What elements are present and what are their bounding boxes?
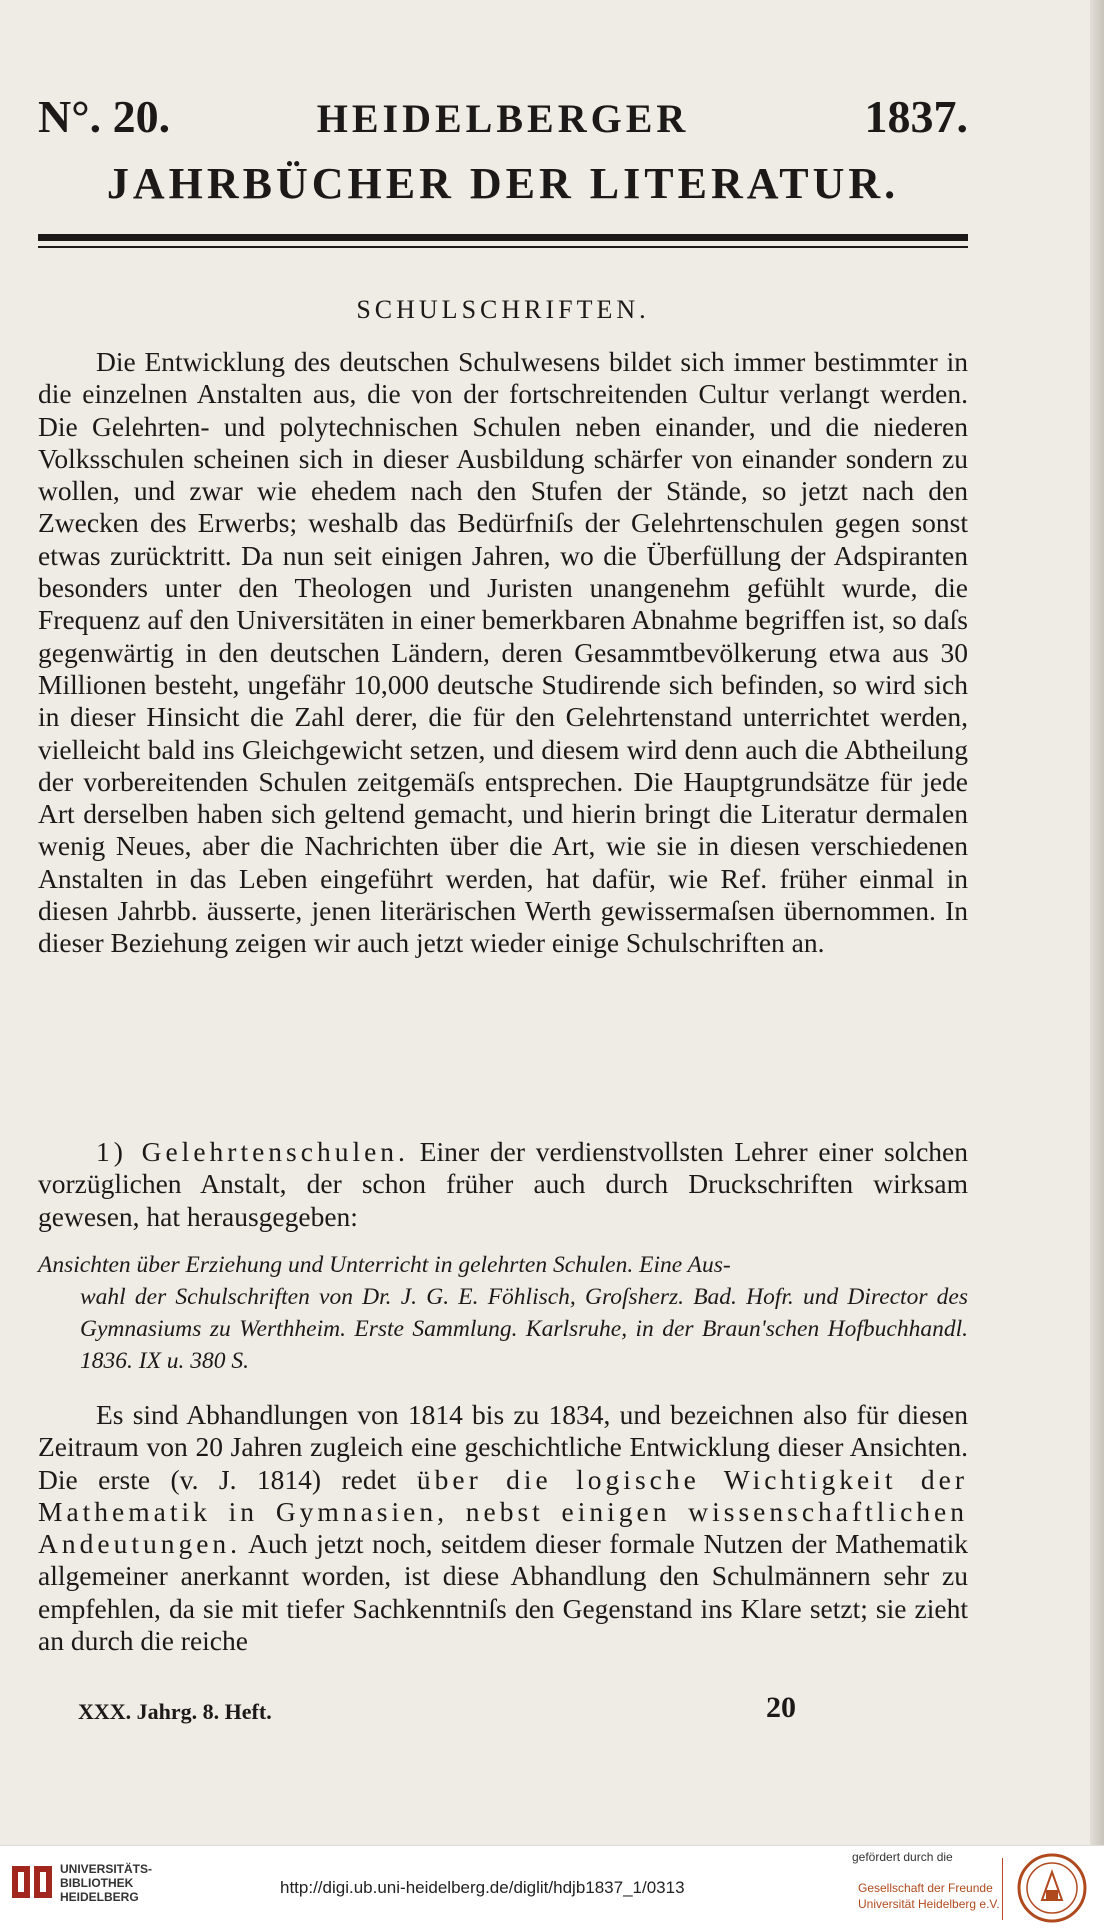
signature-mark: XXX. Jahrg. 8. Heft. (78, 1699, 272, 1724)
page-gutter (1090, 0, 1104, 1845)
sponsor-name (858, 1880, 1000, 1912)
library-logo-icon (10, 1860, 54, 1904)
review-paragraph (38, 1399, 968, 1657)
support-note: gefördert durch die (852, 1850, 953, 1864)
intro-block (38, 346, 968, 960)
section-title: SCHULSCHRIFTEN. (356, 295, 650, 324)
masthead-rule-thin (38, 246, 968, 248)
page-number: 20 (766, 1691, 796, 1724)
permalink-url[interactable]: http://digi.ub.uni-heidelberg.de/diglit/hdjb1837_1/0313 (280, 1878, 685, 1897)
review-text-start: Es sind Abhandlungen von 1814 bis zu 1834, und bezeichnen also für diesen Zeitraum von 20 Jahren zugleich eine geschichtliche Entwicklung dieser Ansichten. Die erste (v. J. 1814) redet (38, 1399, 968, 1495)
banner-divider (1002, 1858, 1003, 1920)
sponsor-line-1: Gesellschaft der Freunde (858, 1881, 993, 1895)
issue-year: 1837. (864, 91, 968, 142)
subsection-text: Einer der verdienstvollsten Lehrer einer solchen vorzüglichen Anstalt, der schon früher auch durch Druckschriften wirksam gewesen, hat herausgegeben: (38, 1136, 968, 1232)
review-spaced-title: über die logische Wichtigkeit der Mathematik in Gymnasien, nebst einigen wissenschaftlichen Andeutungen. (38, 1463, 968, 1560)
issue-number: N°. 20. (38, 91, 171, 142)
review-text-end: Auch jetzt noch, seitdem dieser formale Nutzen der Mathematik allgemeiner anerkannt worden, ist diese Abhandlung den Schulmännern sehr zu empfehlen, da sie mit tiefer Sachkenntniſs den Gegenstand ins Klare setzt; sie zieht an durch die reiche (38, 1528, 968, 1657)
publication-name: HEIDELBERGER (316, 96, 690, 141)
bibliographic-entry (38, 1249, 968, 1377)
library-name-line-1: UNIVERSITÄTS- (60, 1862, 153, 1876)
subsection-paragraph (38, 1136, 968, 1233)
digitization-banner (0, 1845, 1104, 1928)
bibliography-rest: wahl der Schulschriften von Dr. J. G. E. Föhlisch, Groſsherz. Bad. Hofr. und Director des Gymnasiums zu Werthheim. Erste Sammlung. Karlsruhe, in der Braun'schen Hofbuchhandl. 1836. IX u. 380 S. (80, 1284, 968, 1374)
subsection-label: 1) Gelehrtenschulen. (96, 1136, 409, 1167)
university-seal-icon (1016, 1852, 1088, 1924)
journal-title: JAHRBÜCHER DER LITERATUR. (106, 159, 900, 208)
sponsor-line-2: Universität Heidelberg e.V. (858, 1897, 1000, 1911)
bibliography-line-1: Ansichten über Erziehung und Unterricht in gelehrten Schulen. Eine Aus- (38, 1252, 731, 1278)
masthead-rule-thick (38, 234, 968, 241)
intro-paragraph: Die Entwicklung des deutschen Schulwesens bildet sich immer bestimmter in die einzelnen Anstalten aus, die von der fortschreitenden Cultur verlangt werden. Die Gelehrten- und polytechnischen Schulen neben einander, und die niederen Volksschulen scheinen sich in dieser Ausbildung schärfer von einander sondern zu wollen, und zwar wie ehedem nach den Stufen der Stände, so jetzt nach den Zwecken des Erwerbs; weshalb das Bedürfniſs der Gelehrtenschulen gegen sonst etwas zurücktritt. Da nun seit einigen Jahren, wo die Überfüllung der Adspiranten besonders unter den Theologen und Juristen unangenehm gefühlt wurde, die Frequenz auf den Universitäten in einer bemerkbaren Abnahme begriffen ist, so daſs gegenwärtig in den deutschen Ländern, deren Gesammtbevölkerung etwa aus 30 Millionen besteht, ungefähr 10,000 deutsche Studirende sich befinden, so wird sich in dieser Hinsicht die Zahl derer, die für den Gelehrtenstand unterrichtet werden, vielleicht bald ins Gleichgewicht setzen, und diesem wird denn auch die Abtheilung der vorbereitenden Schulen zeitgemäſs entsprechen. Die Hauptgrundsätze für jede Art derselben haben sich geltend gemacht, und hierin bringt die Literatur dermalen wenig Neues, aber die Nachrichten über die Art, wie sie in diesen verschiedenen Anstalten in das Leben eingeführt werden, hat dafür, wie Ref. früher einmal in diesen Jahrbb. äusserte, jenen literärischen Werth gewissermaſsen übernommen. In dieser Beziehung zeigen wir auch jetzt wieder einige Schulschriften an. (38, 346, 968, 959)
library-name (60, 1862, 152, 1904)
library-name-line-2: BIBLIOTHEK (60, 1876, 134, 1890)
library-name-line-3: HEIDELBERG (60, 1890, 139, 1904)
